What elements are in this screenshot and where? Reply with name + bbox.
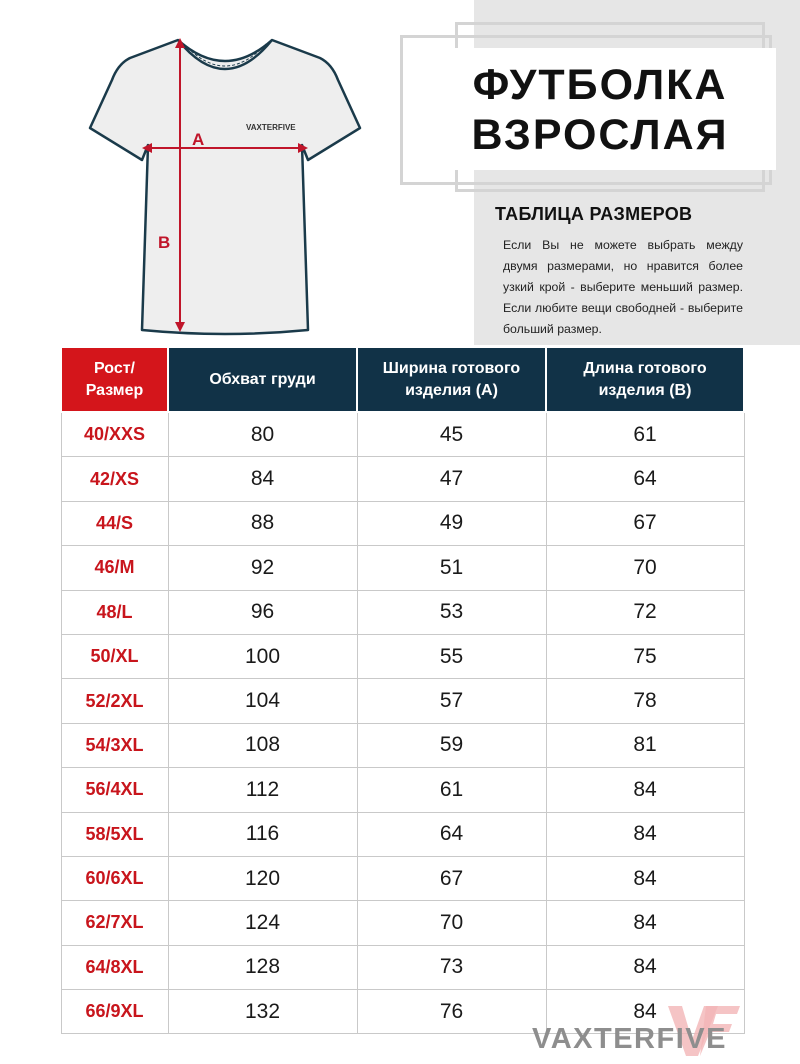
cell-length: 70 xyxy=(546,546,744,590)
cell-size: 60/6XL xyxy=(61,856,168,900)
header-size: Рост/ Размер xyxy=(61,347,168,412)
cell-size: 54/3XL xyxy=(61,723,168,767)
cell-length: 67 xyxy=(546,501,744,545)
cell-size: 64/8XL xyxy=(61,945,168,989)
cell-width: 51 xyxy=(357,546,546,590)
table-row xyxy=(61,945,744,989)
cell-width: 57 xyxy=(357,679,546,723)
table-row xyxy=(61,634,744,678)
cell-size: 46/M xyxy=(61,546,168,590)
cell-chest: 108 xyxy=(168,723,357,767)
size-table-header-row xyxy=(61,347,744,412)
cell-length: 61 xyxy=(546,412,744,457)
cell-width: 45 xyxy=(357,412,546,457)
cell-chest: 124 xyxy=(168,901,357,945)
cell-chest: 84 xyxy=(168,457,357,501)
brand-logo-text: VAXTERFIVE xyxy=(532,1023,727,1055)
cell-size: 40/XXS xyxy=(61,412,168,457)
cell-size: 62/7XL xyxy=(61,901,168,945)
cell-chest: 80 xyxy=(168,412,357,457)
table-row xyxy=(61,590,744,634)
cell-length: 78 xyxy=(546,679,744,723)
cell-chest: 88 xyxy=(168,501,357,545)
header-length: Длина готового изделия (B) xyxy=(546,347,744,412)
chest-logo: VAXTERFIVE xyxy=(246,123,296,132)
cell-length: 84 xyxy=(546,856,744,900)
table-row xyxy=(61,901,744,945)
brand-logo xyxy=(528,1000,790,1060)
cell-length: 84 xyxy=(546,901,744,945)
table-row xyxy=(61,457,744,501)
cell-size: 66/9XL xyxy=(61,990,168,1034)
table-row xyxy=(61,768,744,812)
cell-chest: 128 xyxy=(168,945,357,989)
table-row xyxy=(61,546,744,590)
brand-logo-mark-text: VF xyxy=(768,1020,770,1021)
cell-chest: 112 xyxy=(168,768,357,812)
page-title-line-1: ФУТБОЛКА xyxy=(472,61,728,109)
tshirt-outline xyxy=(90,40,360,334)
cell-size: 52/2XL xyxy=(61,679,168,723)
cell-chest: 100 xyxy=(168,634,357,678)
cell-chest: 116 xyxy=(168,812,357,856)
cell-chest: 96 xyxy=(168,590,357,634)
header-chest: Обхват груди xyxy=(168,347,357,412)
cell-length: 84 xyxy=(546,768,744,812)
table-row xyxy=(61,679,744,723)
cell-size: 56/4XL xyxy=(61,768,168,812)
size-table xyxy=(60,346,745,1034)
cell-width: 70 xyxy=(357,901,546,945)
measure-label-b: B xyxy=(158,233,171,252)
cell-chest: 132 xyxy=(168,990,357,1034)
table-row xyxy=(61,501,744,545)
cell-chest: 120 xyxy=(168,856,357,900)
table-row xyxy=(61,812,744,856)
cell-size: 48/L xyxy=(61,590,168,634)
cell-width: 55 xyxy=(357,634,546,678)
tshirt-diagram xyxy=(70,30,380,340)
cell-length: 84 xyxy=(546,945,744,989)
cell-width: 49 xyxy=(357,501,546,545)
cell-size: 50/XL xyxy=(61,634,168,678)
size-table-body xyxy=(61,412,744,1034)
cell-width: 73 xyxy=(357,945,546,989)
cell-size: 58/5XL xyxy=(61,812,168,856)
cell-length: 84 xyxy=(546,990,744,1034)
measure-label-a: A xyxy=(192,130,205,149)
cell-width: 47 xyxy=(357,457,546,501)
cell-width: 53 xyxy=(357,590,546,634)
table-row xyxy=(61,723,744,767)
table-row xyxy=(61,856,744,900)
cell-length: 64 xyxy=(546,457,744,501)
table-row xyxy=(61,412,744,457)
page-title-line-2: ВЗРОСЛАЯ xyxy=(471,111,729,159)
cell-size: 42/XS xyxy=(61,457,168,501)
size-advice-text: Если Вы не можете выбрать между двумя размерами, но нравится более узкий крой - выберите меньший размер. Если любите вещи свободней - выберите больший размер. xyxy=(503,238,743,336)
header-width: Ширина готового изделия (A) xyxy=(357,347,546,412)
cell-length: 81 xyxy=(546,723,744,767)
cell-size: 44/S xyxy=(61,501,168,545)
cell-length: 84 xyxy=(546,812,744,856)
cell-width: 76 xyxy=(357,990,546,1034)
cell-width: 59 xyxy=(357,723,546,767)
cell-length: 72 xyxy=(546,590,744,634)
size-table-heading: ТАБЛИЦА РАЗМЕРОВ xyxy=(495,204,693,224)
cell-width: 67 xyxy=(357,856,546,900)
cell-chest: 104 xyxy=(168,679,357,723)
cell-length: 75 xyxy=(546,634,744,678)
cell-width: 61 xyxy=(357,768,546,812)
cell-chest: 92 xyxy=(168,546,357,590)
cell-width: 64 xyxy=(357,812,546,856)
